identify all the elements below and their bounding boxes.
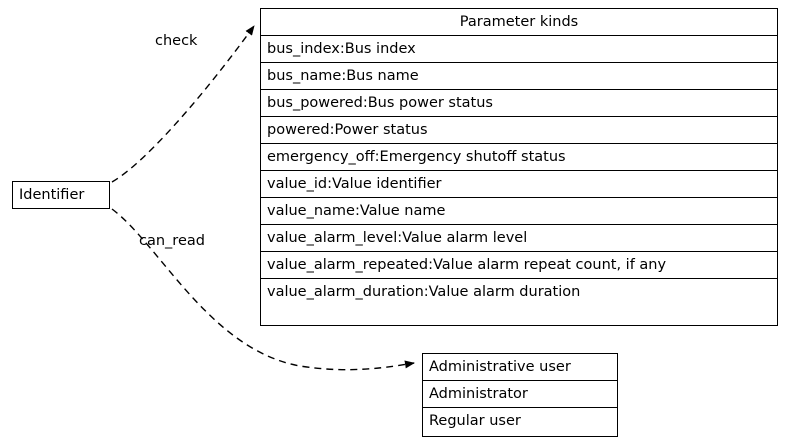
node-parameter-kinds-row: bus_name:Bus name — [261, 63, 777, 90]
node-administrative-user[interactable] — [422, 353, 618, 437]
node-identifier[interactable] — [12, 181, 110, 209]
node-parameter-kinds-row: value_alarm_duration:Value alarm duration — [267, 284, 581, 300]
edge-check — [112, 26, 254, 182]
node-administrative-user-row: Administrator — [423, 381, 617, 408]
node-parameter-kinds-row: emergency_off:Emergency shutoff status — [261, 144, 777, 171]
node-parameter-kinds-row: value_alarm_level:Value alarm level — [261, 225, 777, 252]
node-parameter-kinds-row: bus_index:Bus index — [261, 36, 777, 63]
node-administrative-user-title: Administrative user — [423, 354, 617, 381]
node-parameter-kinds-row: value_name:Value name — [261, 198, 777, 225]
node-identifier-label: Identifier — [19, 187, 85, 203]
node-parameter-kinds-row: powered:Power status — [261, 117, 777, 144]
node-parameter-kinds-row: bus_powered:Bus power status — [261, 90, 777, 117]
node-administrative-user-row: Regular user — [429, 413, 521, 429]
edge-label-check: check — [155, 33, 198, 49]
node-parameter-kinds-row: value_id:Value identifier — [261, 171, 777, 198]
node-parameter-kinds-row: value_alarm_repeated:Value alarm repeat count, if any — [261, 252, 777, 279]
node-parameter-kinds-title: Parameter kinds — [261, 9, 777, 36]
edge-label-can-read: can_read — [139, 233, 205, 249]
node-parameter-kinds[interactable] — [260, 8, 778, 326]
